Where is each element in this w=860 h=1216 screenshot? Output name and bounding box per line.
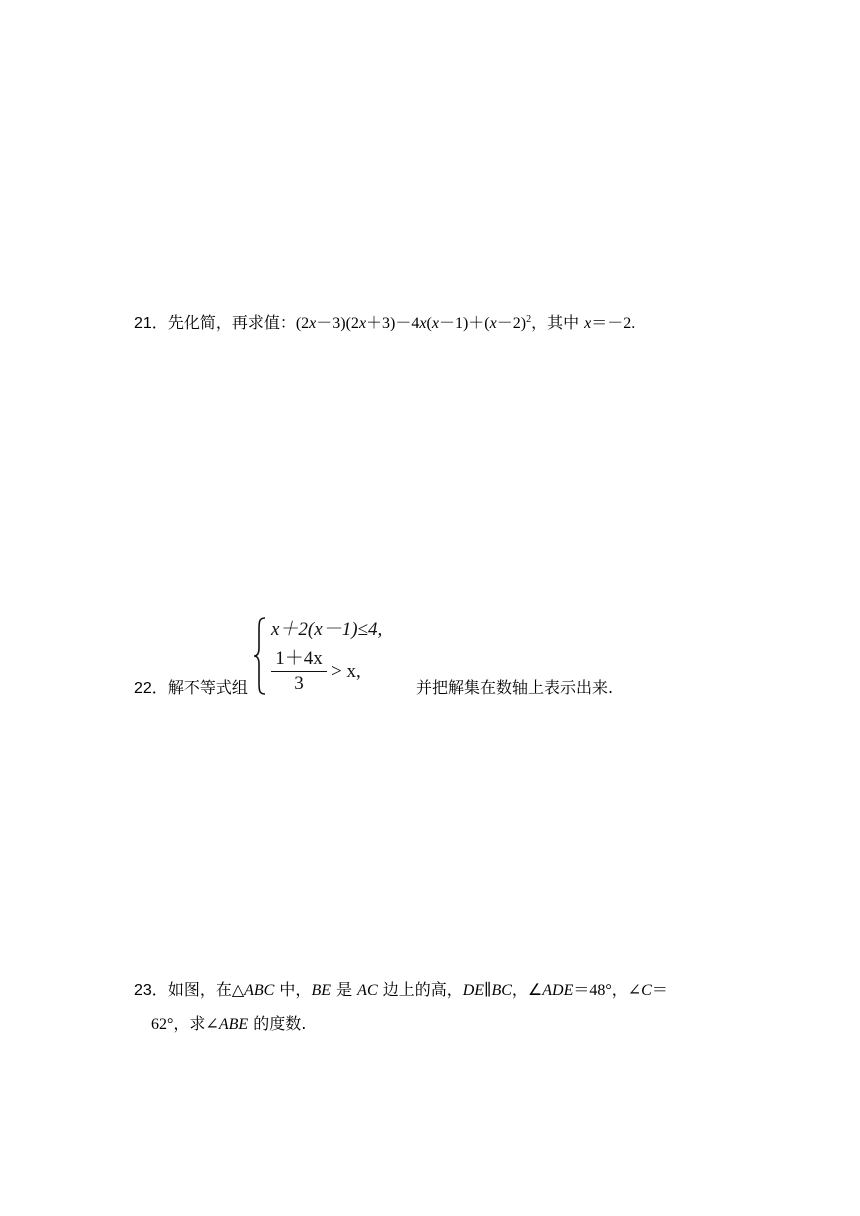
question-number: 23． bbox=[134, 982, 168, 999]
text-segment: 是 bbox=[330, 980, 358, 999]
question-22 bbox=[134, 680, 248, 697]
question-number: 21． bbox=[134, 315, 168, 332]
angle-label: ABE bbox=[218, 1016, 249, 1033]
angle-label: C bbox=[641, 982, 652, 999]
left-brace bbox=[253, 616, 267, 696]
angle-value: ＝48°，∠ bbox=[573, 982, 642, 999]
question-prompt: 解不等式组 bbox=[167, 678, 248, 697]
text-segment: 边上的高， bbox=[377, 980, 463, 999]
inequality-2-fraction bbox=[271, 648, 327, 695]
segment-label: BE bbox=[311, 982, 331, 999]
text-segment: 如图，在△ bbox=[167, 980, 245, 999]
angle-label: ADE bbox=[542, 982, 574, 999]
text-segment: ，∠ bbox=[511, 980, 543, 999]
parallel-symbol: ∥ bbox=[484, 982, 492, 999]
segment-label: DE bbox=[462, 982, 485, 999]
segment-label: BC bbox=[491, 982, 512, 999]
given-value: ＝－2. bbox=[591, 315, 636, 332]
question-22-tail: 并把解集在数轴上表示出来. bbox=[416, 678, 614, 697]
text-segment: 中， bbox=[274, 980, 312, 999]
question-prompt: 先化简，再求值： bbox=[167, 313, 296, 332]
question-21 bbox=[134, 315, 635, 332]
inequality-1: x＋2(x－1)≤4, bbox=[271, 619, 383, 640]
fraction-bar bbox=[271, 671, 327, 672]
fraction-denominator: 3 bbox=[294, 673, 304, 694]
inequality-system bbox=[253, 612, 423, 702]
question-23-line-2 bbox=[151, 1016, 306, 1033]
variable: x bbox=[584, 315, 592, 332]
expression: $(2x-3)(2x+3)-4x(x-1)+(x-2)^2$ bbox=[295, 314, 532, 332]
text-segment: 的度数. bbox=[248, 1014, 307, 1033]
inequality-2-tail: > x, bbox=[331, 661, 361, 682]
question-number: 22． bbox=[134, 680, 168, 697]
condition-text: ，其中 bbox=[531, 313, 585, 332]
equals-sign: ＝ bbox=[651, 982, 668, 999]
question-23 bbox=[134, 982, 668, 999]
triangle-label: ABC bbox=[244, 982, 275, 999]
text-segment: 62°，求∠ bbox=[151, 1016, 219, 1033]
segment-label: AC bbox=[357, 982, 378, 999]
fraction-numerator: 1＋4x bbox=[275, 648, 323, 669]
